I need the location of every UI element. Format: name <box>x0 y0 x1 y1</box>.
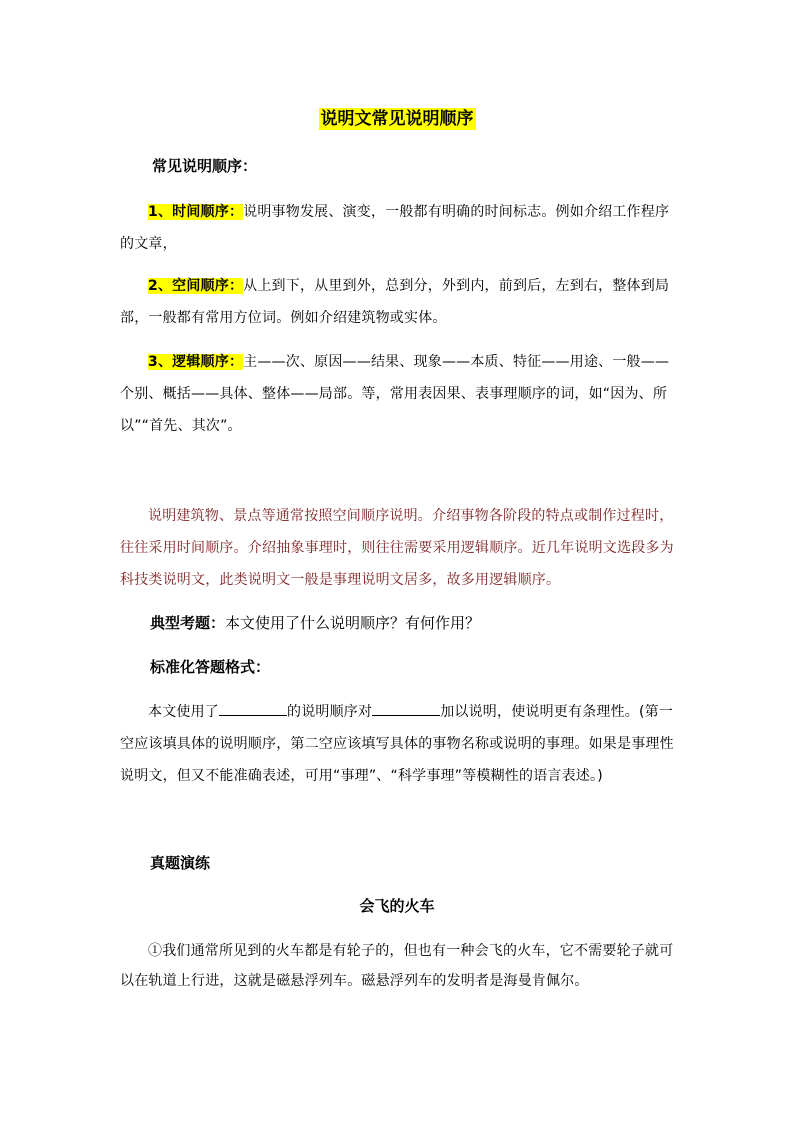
label-space-order: 2、空间顺序： <box>148 278 244 294</box>
paragraph-time-order: 1、时间顺序：说明事物发展、演变，一般都有明确的时间标志。例如介绍工作程序的文章， <box>120 204 670 252</box>
article-title: 会飞的火车 <box>359 897 435 915</box>
label-logic-order: 3、逻辑顺序： <box>148 354 244 370</box>
blank-1 <box>219 701 287 716</box>
practice-heading: 真题演练 <box>150 854 211 872</box>
answer-format-paragraph: 本文使用了 的说明顺序对 加以说明，使说明更有条理性。(第一空应该填具体的说明顺序，第二空应该填写具体的事物名称或说明的事理。如果是事理性说明文，但又不能准确表述，可用“事理”、“科学事理”等模糊性的语言表述。) <box>120 696 680 792</box>
article-paragraph-1: ①我们通常所见到的火车都是有轮子的，但也有一种会飞的火车，它不需要轮子就可以在轨道上行进，这就是磁悬浮列车。磁悬浮列车的发明者是海曼肯佩尔。 <box>120 943 674 989</box>
blank-2 <box>372 701 440 716</box>
paragraph-space-order: 2、空间顺序：从上到下，从里到外，总到分，外到内，前到后，左到右，整体到局部，一般都有常用方位词。例如介绍建筑物或实体。 <box>120 278 670 326</box>
answer-format-heading: 标准化答题格式： <box>150 658 271 676</box>
paragraph-logic-order: 3、逻辑顺序：主——次、原因——结果、现象——本质、特征——用途、一般——个别、概括——具体、整体——局部。等，常用表因果、表事理顺序的词，如“因为、所以”“首先、其次”。 <box>120 354 670 434</box>
page-title: 说明文常见说明顺序 <box>320 109 474 129</box>
label-time-order: 1、时间顺序： <box>148 204 244 220</box>
paragraph-usage-note: 说明建筑物、景点等通常按照空间顺序说明。介绍事物各阶段的特点或制作过程时，往往采用时间顺序。介绍抽象事理时，则往往需要采用逻辑顺序。近几年说明文选段多为科技类说明文，此类说明文一般是事理说明文居多，故多用逻辑顺序。 <box>120 508 674 588</box>
section-heading-common-order: 常见说明顺序： <box>152 157 258 175</box>
typical-question: 典型考题：本文使用了什么说明顺序？有何作用？ <box>150 614 481 632</box>
